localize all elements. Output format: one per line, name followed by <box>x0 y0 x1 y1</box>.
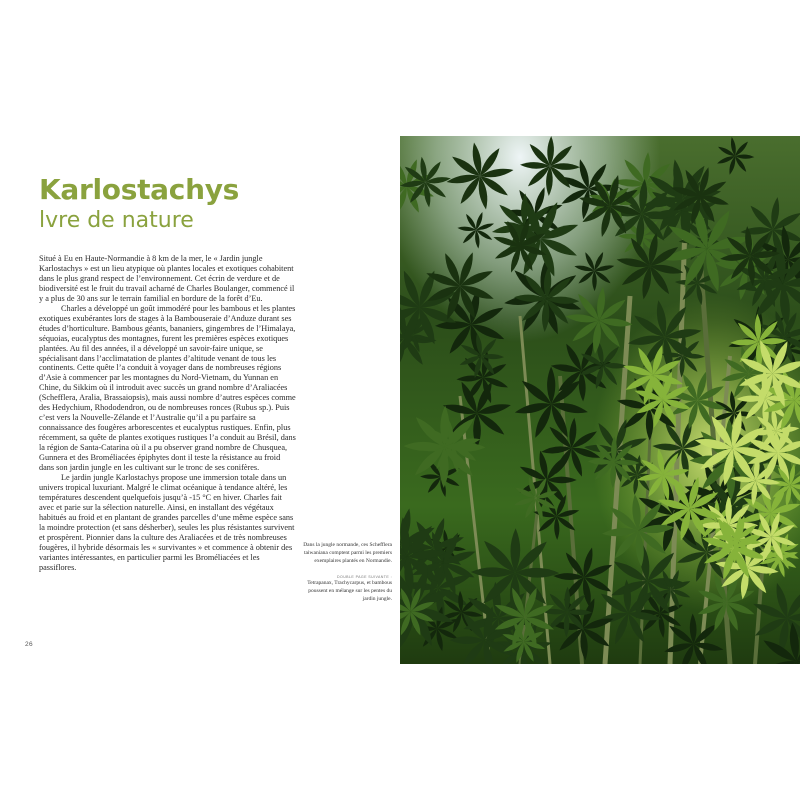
page-number: 26 <box>25 641 34 648</box>
caption-next-label: DOUBLE PAGE SUIVANTE : <box>337 575 392 580</box>
paragraph-3: Le jardin jungle Karlostachys propose une immersion totale dans un univers tropical luxuriant. Malgré le climat océanique à tendance altéré, les températures descendent quelquefois jusqu’à -15 °C en hiver. Charles fait avec et parie sur la sélection naturelle. Ainsi, en installant des végétaux habitués au froid et en plantant de grandes parcelles d’une même espèce sans la moindre protection (et sans désherber), seules les plus résistantes survivent et prospèrent. Pionnier dans la culture des Araliacées et de très nombreuses fougères, il hybride désormais les « survivantes » et commence à obtenir des variantes intéressantes, en particulier parmi les Broméliacées et les passiflores. <box>39 472 295 572</box>
caption-next: Tetrapanax, Trachycarpus, et bambous poussent en mélange sur les pentes du jardin jungle. <box>307 580 392 602</box>
jungle-photo-illustration <box>400 136 800 664</box>
caption-main: Dans la jungle normande, ces Schefflera taiwaniana comptent parmi les premiers exemplaires plantés en Normandie. <box>303 542 392 564</box>
page-title: Karlostachys <box>39 173 240 206</box>
paragraph-1: Situé à Eu en Haute-Normandie à 8 km de la mer, le « Jardin jungle Karlostachys » est un lieu atypique où plantes locales et exotiques cohabitent dans le plus grand respect de l’environnement. Cet écrin de verdure et de biodiversité est le fruit du travail acharné de Charles Boulanger, commencé il y a plus de 30 ans sur le terrain familial en bordure de la forêt d’Eu. <box>39 254 295 303</box>
title-block <box>39 174 339 234</box>
jungle-photo <box>400 136 800 664</box>
page-subtitle: lvre de nature <box>39 208 194 233</box>
body-text <box>39 254 297 573</box>
photo-captions <box>300 542 392 604</box>
paragraph-2: Charles a développé un goût immodéré pour les bambous et les plantes exotiques exubérantes lors de stages à la Bambouseraie d’Anduze durant ses études d’horticulture. Bambous géants, bananiers, gingembres de l’Himalaya, séquoias, eucalyptus des montagnes, furent les premières espèces exotiques plantées. Au fil des années, il a développé un savoir-faire unique, se spécialisant dans l’acclimatation de plantes d’altitude venant de tous les continents. Cette quête l’a conduit à voyager dans de nombreuses régions d’Asie à commencer par les montagnes du Nord-Vietnam, du Yunnan en Chine, du Sikkim où il introduit avec succès un grand nombre d’Araliacées (Schefflera, Aralia, Brassaiopsis), mais aussi nombre d’autres espèces comme des Hedychium, Rhododendron, ou de nombreuses ronces (Rubus sp.). Puis c’est vers la Nouvelle-Zélande et l’Australie qu’il a pu parfaire sa connaissance des fougères arborescentes et eucalyptus rustiques. Enfin, plus récemment, sa quête de plantes exotiques rustiques l’a conduit au Brésil, dans la région de Santa-Catarina où il a pu observer grand nombre de Chusquea, Gunnera et des Broméliacées épiphytes dont il teste la résistance au froid dans son jardin jungle en les cultivant sur le tronc de ses conifères. <box>39 303 296 473</box>
